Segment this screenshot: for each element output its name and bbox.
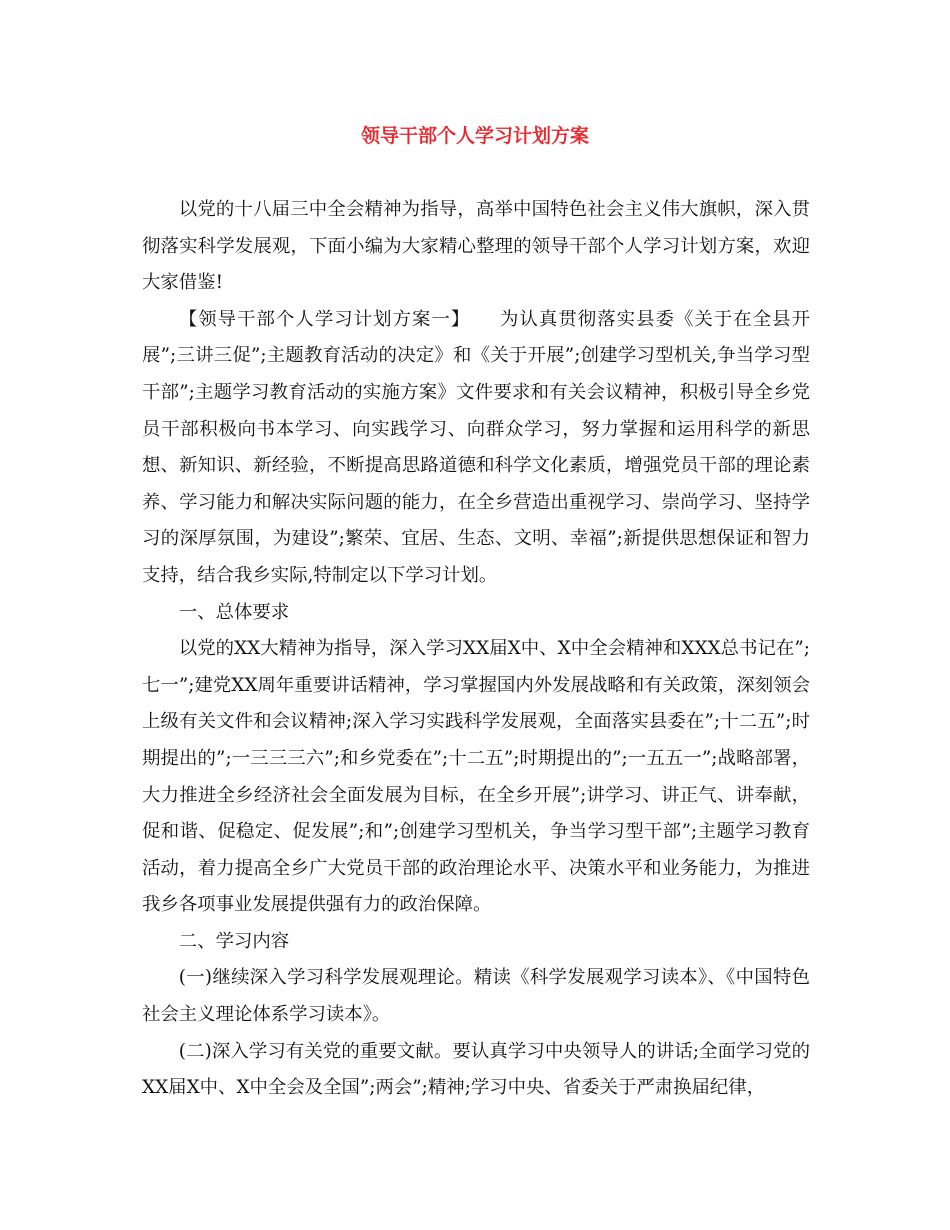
plan-one-paragraph: 【领导干部个人学习计划方案一】 为认真贯彻落实县委《关于在全县开展”;三讲三促”;主题教育活动的决定》和《关于开展”;创建学习型机关,争当学习型干部”;主题学习教育活动的实施方案》文件要求和有关会议精神，积极引导全乡党员干部积极向书本学习、向实践学习、向群众学习，努力掌握和运用科学的新思想、新知识、新经验，不断提高思路道德和科学文化素质，增强党员干部的理论素养、学习能力和解决实际问题的能力，在全乡营造出重视学习、崇尚学习、坚持学习的深厚氛围，为建设”;繁荣、宜居、生态、文明、幸福”;新提供思想保证和智力支持，结合我乡实际,特制定以下学习计划。 [142, 308, 810, 586]
intro-paragraph: 以党的十八届三中全会精神为指导，高举中国特色社会主义伟大旗帜，深入贯彻落实科学发展观，下面小编为大家精心整理的领导干部个人学习计划方案，欢迎大家借鉴! [142, 199, 810, 294]
section-heading-study-content: 二、学习内容 [178, 930, 290, 952]
general-requirements-paragraph: 以党的XX大精神为指导，深入学习XX届X中、X中全会精神和XXX总书记在”;七一”;建党XX周年重要讲话精神，学习掌握国内外发展战略和有关政策，深刻领会上级有关文件和会议精神;深入学习实践科学发展观，全面落实县委在”;十二五”;时期提出的”;一三三三六”;和乡党委在”;十二五”;时期提出的”;一五五一”;战略部署，大力推进全乡经济社会全面发展为目标，在全乡开展”;讲学习、讲正气、讲奉献，促和谐、促稳定、促发展”;和”;创建学习型机关，争当学习型干部”;主题学习教育活动，着力提高全乡广大党员干部的政治理论水平、决策水平和业务能力，为推进我乡各项事业发展提供强有力的政治保障。 [142, 638, 810, 916]
section-heading-general-requirements: 一、总体要求 [178, 601, 290, 623]
document-body [142, 192, 810, 1107]
study-content-item-1: (一)继续深入学习科学发展观理论。精读《科学发展观学习读本》、《中国特色社会主义理论体系学习读本》。 [142, 967, 810, 1026]
document-title: 领导干部个人学习计划方案 [360, 125, 589, 147]
study-content-item-2: (二)深入学习有关党的重要文献。要认真学习中央领导人的讲话;全面学习党的XX届X中、X中全会及全国”;两会”;精神;学习中央、省委关于严肃换届纪律， [142, 1040, 810, 1099]
